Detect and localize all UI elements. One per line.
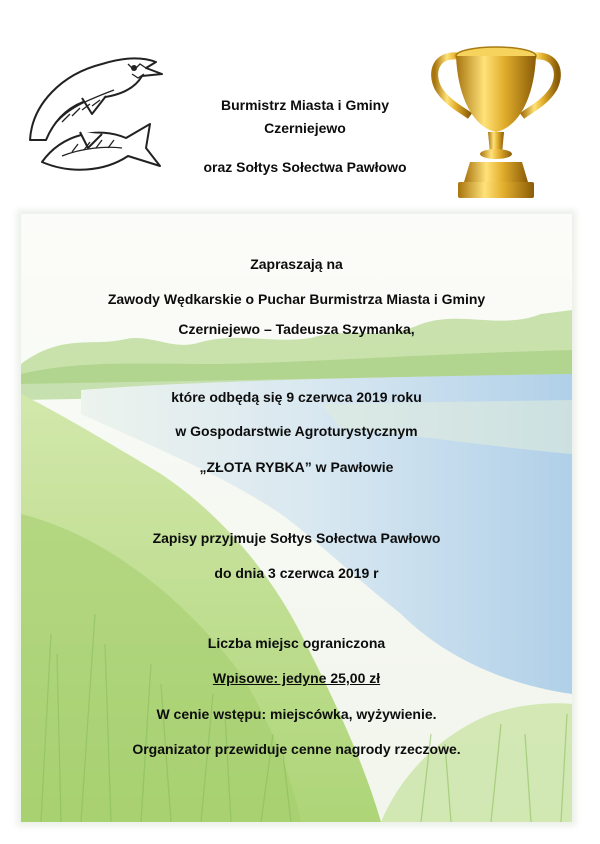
intro-line: Zapraszają na [250, 256, 343, 272]
registration-deadline: do dnia 3 czerwca 2019 r [214, 565, 379, 581]
prizes-line: Organizator przewiduje cenne nagrody rzeczowe. [132, 741, 461, 757]
gold-cup-trophy-icon [428, 36, 564, 204]
event-title-line-2: Czerniejewo – Tadeusza Szymanka, [178, 321, 415, 337]
venue-line-2: „ZŁOTA RYBKA” w Pawłowie [199, 459, 394, 475]
event-date-line: które odbędą się 9 czerwca 2019 roku [171, 389, 422, 405]
organizer-line-2: Czerniejewo [264, 120, 346, 136]
background-photo-lake [21, 214, 572, 822]
pike-fish-logo [22, 44, 164, 184]
limited-places-line: Liczba miejsc ograniczona [207, 635, 386, 651]
registration-line-1: Zapisy przyjmuje Sołtys Sołectwa Pawłowo [152, 530, 441, 546]
organizer-line-3: oraz Sołtys Sołectwa Pawłowo [203, 159, 407, 175]
organizers-heading [170, 94, 440, 179]
event-title-line-1: Zawody Wędkarskie o Puchar Burmistrza Miasta i Gminy [107, 291, 486, 307]
venue-line-1: w Gospodarstwie Agroturystycznym [175, 423, 418, 439]
organizer-line-1: Burmistrz Miasta i Gminy [220, 97, 390, 113]
included-line: W cenie wstępu: miejscówka, wyżywienie. [156, 706, 437, 722]
header [0, 0, 600, 212]
entry-fee-line: Wpisowe: jedyne 25,00 zł [212, 670, 381, 686]
invitation-text [21, 214, 572, 822]
